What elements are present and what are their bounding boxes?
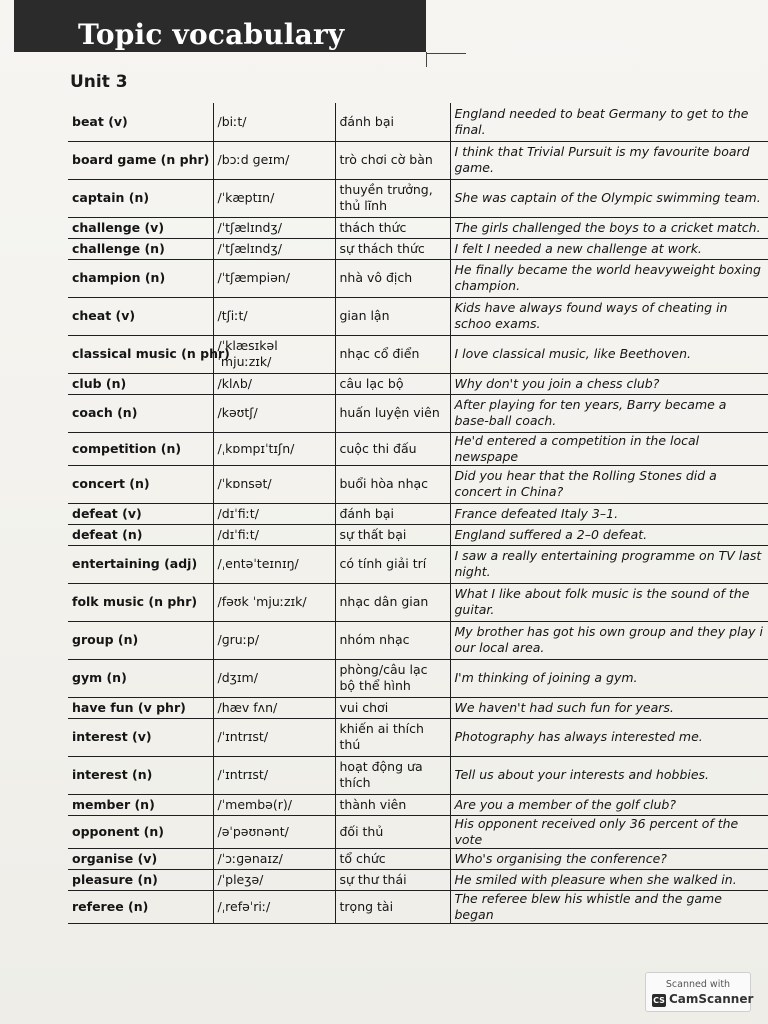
vocab-translation: nhạc cổ điển bbox=[335, 335, 450, 373]
table-row bbox=[68, 890, 768, 923]
vocab-pronunciation: /ˈɪntrɪst/ bbox=[213, 756, 335, 794]
vocab-pronunciation: /hæv fʌn/ bbox=[213, 697, 335, 718]
vocab-pronunciation: /ˈkɒnsət/ bbox=[213, 465, 335, 503]
vocab-pronunciation: /ˈtʃælɪndʒ/ bbox=[213, 217, 335, 238]
vocab-translation: nhạc dân gian bbox=[335, 583, 450, 621]
vocab-example: The girls challenged the boys to a cricket match. bbox=[450, 217, 768, 238]
table-row bbox=[68, 373, 768, 394]
camscanner-watermark bbox=[645, 972, 754, 1012]
vocab-translation: khiến ai thích thú bbox=[335, 718, 450, 756]
table-row bbox=[68, 756, 768, 794]
vocab-example: I saw a really entertaining programme on TV last night. bbox=[450, 545, 768, 583]
vocab-translation: tổ chức bbox=[335, 848, 450, 869]
vocab-example: Did you hear that the Rolling Stones did a concert in China? bbox=[450, 465, 768, 503]
camscanner-logo-icon: CS bbox=[653, 996, 665, 1005]
vocab-translation: đánh bại bbox=[335, 503, 450, 524]
table-row bbox=[68, 524, 768, 545]
vocab-word: organise (v) bbox=[68, 848, 213, 869]
vocab-example: After playing for ten years, Barry became a base-ball coach. bbox=[450, 394, 768, 432]
vocab-example: I love classical music, like Beethoven. bbox=[450, 335, 768, 373]
vocab-example: I'm thinking of joining a gym. bbox=[450, 659, 768, 697]
table-row bbox=[68, 432, 768, 465]
vocab-pronunciation: /biːt/ bbox=[213, 103, 335, 141]
vocab-pronunciation: /ɡruːp/ bbox=[213, 621, 335, 659]
vocab-word: challenge (n) bbox=[68, 238, 213, 259]
table-row bbox=[68, 103, 768, 141]
vocab-translation: sự thất bại bbox=[335, 524, 450, 545]
vocab-example: Tell us about your interests and hobbies. bbox=[450, 756, 768, 794]
vocab-translation: thuyền trưởng, thủ lĩnh bbox=[335, 179, 450, 217]
table-row bbox=[68, 848, 768, 869]
vocab-pronunciation: /ˌrefəˈriː/ bbox=[213, 890, 335, 923]
vocab-translation: đối thủ bbox=[335, 815, 450, 848]
table-row bbox=[68, 718, 768, 756]
vocab-word: defeat (v) bbox=[68, 503, 213, 524]
table-row bbox=[68, 545, 768, 583]
vocab-word: competition (n) bbox=[68, 432, 213, 465]
vocab-pronunciation: /ˌkɒmpɪˈtɪʃn/ bbox=[213, 432, 335, 465]
table-row bbox=[68, 815, 768, 848]
vocab-word: member (n) bbox=[68, 794, 213, 815]
vocab-example: She was captain of the Olympic swimming team. bbox=[450, 179, 768, 217]
vocab-translation: đánh bại bbox=[335, 103, 450, 141]
vocab-example: He'd entered a competition in the local newspape bbox=[450, 432, 768, 465]
vocab-word: interest (v) bbox=[68, 718, 213, 756]
vocab-example: What I like about folk music is the sound of the guitar. bbox=[450, 583, 768, 621]
table-row bbox=[68, 503, 768, 524]
vocab-example: Who's organising the conference? bbox=[450, 848, 768, 869]
vocab-example: The referee blew his whistle and the game began bbox=[450, 890, 768, 923]
vocab-example: Photography has always interested me. bbox=[450, 718, 768, 756]
vocab-word: cheat (v) bbox=[68, 297, 213, 335]
vocab-example: I think that Trivial Pursuit is my favourite board game. bbox=[450, 141, 768, 179]
vocab-word: defeat (n) bbox=[68, 524, 213, 545]
table-row bbox=[68, 217, 768, 238]
vocab-pronunciation: /əˈpəʊnənt/ bbox=[213, 815, 335, 848]
vocab-translation: vui chơi bbox=[335, 697, 450, 718]
vocab-pronunciation: /ˈkæptɪn/ bbox=[213, 179, 335, 217]
vocab-word: club (n) bbox=[68, 373, 213, 394]
vocab-pronunciation: /dɪˈfiːt/ bbox=[213, 524, 335, 545]
vocab-example: My brother has got his own group and they play i our local area. bbox=[450, 621, 768, 659]
table-row bbox=[68, 335, 768, 373]
vocab-example: I felt I needed a new challenge at work. bbox=[450, 238, 768, 259]
vocab-pronunciation: /ˈtʃæmpiən/ bbox=[213, 259, 335, 297]
vocab-translation: thành viên bbox=[335, 794, 450, 815]
vocab-example: His opponent received only 36 percent of the vote bbox=[450, 815, 768, 848]
vocab-translation: gian lận bbox=[335, 297, 450, 335]
vocab-example: England suffered a 2–0 defeat. bbox=[450, 524, 768, 545]
vocab-word: entertaining (adj) bbox=[68, 545, 213, 583]
vocab-pronunciation: /ˈpleʒə/ bbox=[213, 869, 335, 890]
vocab-translation: câu lạc bộ bbox=[335, 373, 450, 394]
vocab-translation: nhà vô địch bbox=[335, 259, 450, 297]
vocab-word: board game (n phr) bbox=[68, 141, 213, 179]
vocab-pronunciation: /ˈmembə(r)/ bbox=[213, 794, 335, 815]
table-row bbox=[68, 297, 768, 335]
vocab-pronunciation: /dɪˈfiːt/ bbox=[213, 503, 335, 524]
table-row bbox=[68, 238, 768, 259]
vocab-word: referee (n) bbox=[68, 890, 213, 923]
table-row bbox=[68, 869, 768, 890]
table-row bbox=[68, 141, 768, 179]
vocab-translation: có tính giải trí bbox=[335, 545, 450, 583]
vocab-example: Are you a member of the golf club? bbox=[450, 794, 768, 815]
vocab-pronunciation: /klʌb/ bbox=[213, 373, 335, 394]
header-tick bbox=[426, 52, 427, 67]
vocab-pronunciation: /fəʊk ˈmjuːzɪk/ bbox=[213, 583, 335, 621]
vocab-example: England needed to beat Germany to get to the final. bbox=[450, 103, 768, 141]
unit-title: Unit 3 bbox=[70, 72, 128, 92]
page-title: Topic vocabulary bbox=[78, 18, 345, 51]
vocab-word: have fun (v phr) bbox=[68, 697, 213, 718]
vocab-word: captain (n) bbox=[68, 179, 213, 217]
table-row bbox=[68, 583, 768, 621]
vocab-word: folk music (n phr) bbox=[68, 583, 213, 621]
header-bar bbox=[14, 0, 426, 52]
watermark-brand: CamScanner bbox=[669, 992, 754, 1006]
table-row bbox=[68, 621, 768, 659]
vocab-translation: thách thức bbox=[335, 217, 450, 238]
table-row bbox=[68, 259, 768, 297]
vocab-word: pleasure (n) bbox=[68, 869, 213, 890]
vocab-pronunciation: /ˌentəˈteɪnɪŋ/ bbox=[213, 545, 335, 583]
vocab-example: He finally became the world heavyweight boxing champion. bbox=[450, 259, 768, 297]
vocab-word: gym (n) bbox=[68, 659, 213, 697]
vocab-translation: trọng tài bbox=[335, 890, 450, 923]
vocab-word: coach (n) bbox=[68, 394, 213, 432]
table-row bbox=[68, 394, 768, 432]
table-row bbox=[68, 659, 768, 697]
vocabulary-table bbox=[68, 103, 768, 924]
vocab-translation: buổi hòa nhạc bbox=[335, 465, 450, 503]
vocab-pronunciation: /ˈklæsɪkəl ˈmjuːzɪk/ bbox=[213, 335, 335, 373]
table-row bbox=[68, 794, 768, 815]
table-row bbox=[68, 465, 768, 503]
vocabulary-table-body bbox=[68, 103, 768, 923]
vocab-pronunciation: /dʒɪm/ bbox=[213, 659, 335, 697]
vocab-example: Why don't you join a chess club? bbox=[450, 373, 768, 394]
table-row bbox=[68, 697, 768, 718]
vocab-word: interest (n) bbox=[68, 756, 213, 794]
vocab-pronunciation: /ˈɔːɡənaɪz/ bbox=[213, 848, 335, 869]
watermark-caption: Scanned with bbox=[665, 979, 731, 990]
vocab-word: champion (n) bbox=[68, 259, 213, 297]
vocab-word: opponent (n) bbox=[68, 815, 213, 848]
vocab-word: concert (n) bbox=[68, 465, 213, 503]
vocab-translation: nhóm nhạc bbox=[335, 621, 450, 659]
vocab-example: Kids have always found ways of cheating in schoo exams. bbox=[450, 297, 768, 335]
vocab-translation: phòng/câu lạc bộ thể hình bbox=[335, 659, 450, 697]
vocab-translation: sự thách thức bbox=[335, 238, 450, 259]
vocab-word: group (n) bbox=[68, 621, 213, 659]
vocab-pronunciation: /ˈtʃælɪndʒ/ bbox=[213, 238, 335, 259]
header-rule bbox=[426, 53, 466, 54]
vocab-translation: sự thư thái bbox=[335, 869, 450, 890]
vocab-translation: huấn luyện viên bbox=[335, 394, 450, 432]
vocab-pronunciation: /kəʊtʃ/ bbox=[213, 394, 335, 432]
vocab-pronunciation: /tʃiːt/ bbox=[213, 297, 335, 335]
vocab-word: beat (v) bbox=[68, 103, 213, 141]
table-row bbox=[68, 179, 768, 217]
vocab-word: classical music (n phr) bbox=[68, 335, 213, 373]
vocab-word: challenge (v) bbox=[68, 217, 213, 238]
vocab-translation: cuộc thi đấu bbox=[335, 432, 450, 465]
vocab-pronunciation: /bɔːd ɡeɪm/ bbox=[213, 141, 335, 179]
vocab-example: He smiled with pleasure when she walked in. bbox=[450, 869, 768, 890]
vocab-example: France defeated Italy 3–1. bbox=[450, 503, 768, 524]
vocab-translation: trò chơi cờ bàn bbox=[335, 141, 450, 179]
vocab-example: We haven't had such fun for years. bbox=[450, 697, 768, 718]
vocab-pronunciation: /ˈɪntrɪst/ bbox=[213, 718, 335, 756]
vocab-translation: hoạt động ưa thích bbox=[335, 756, 450, 794]
